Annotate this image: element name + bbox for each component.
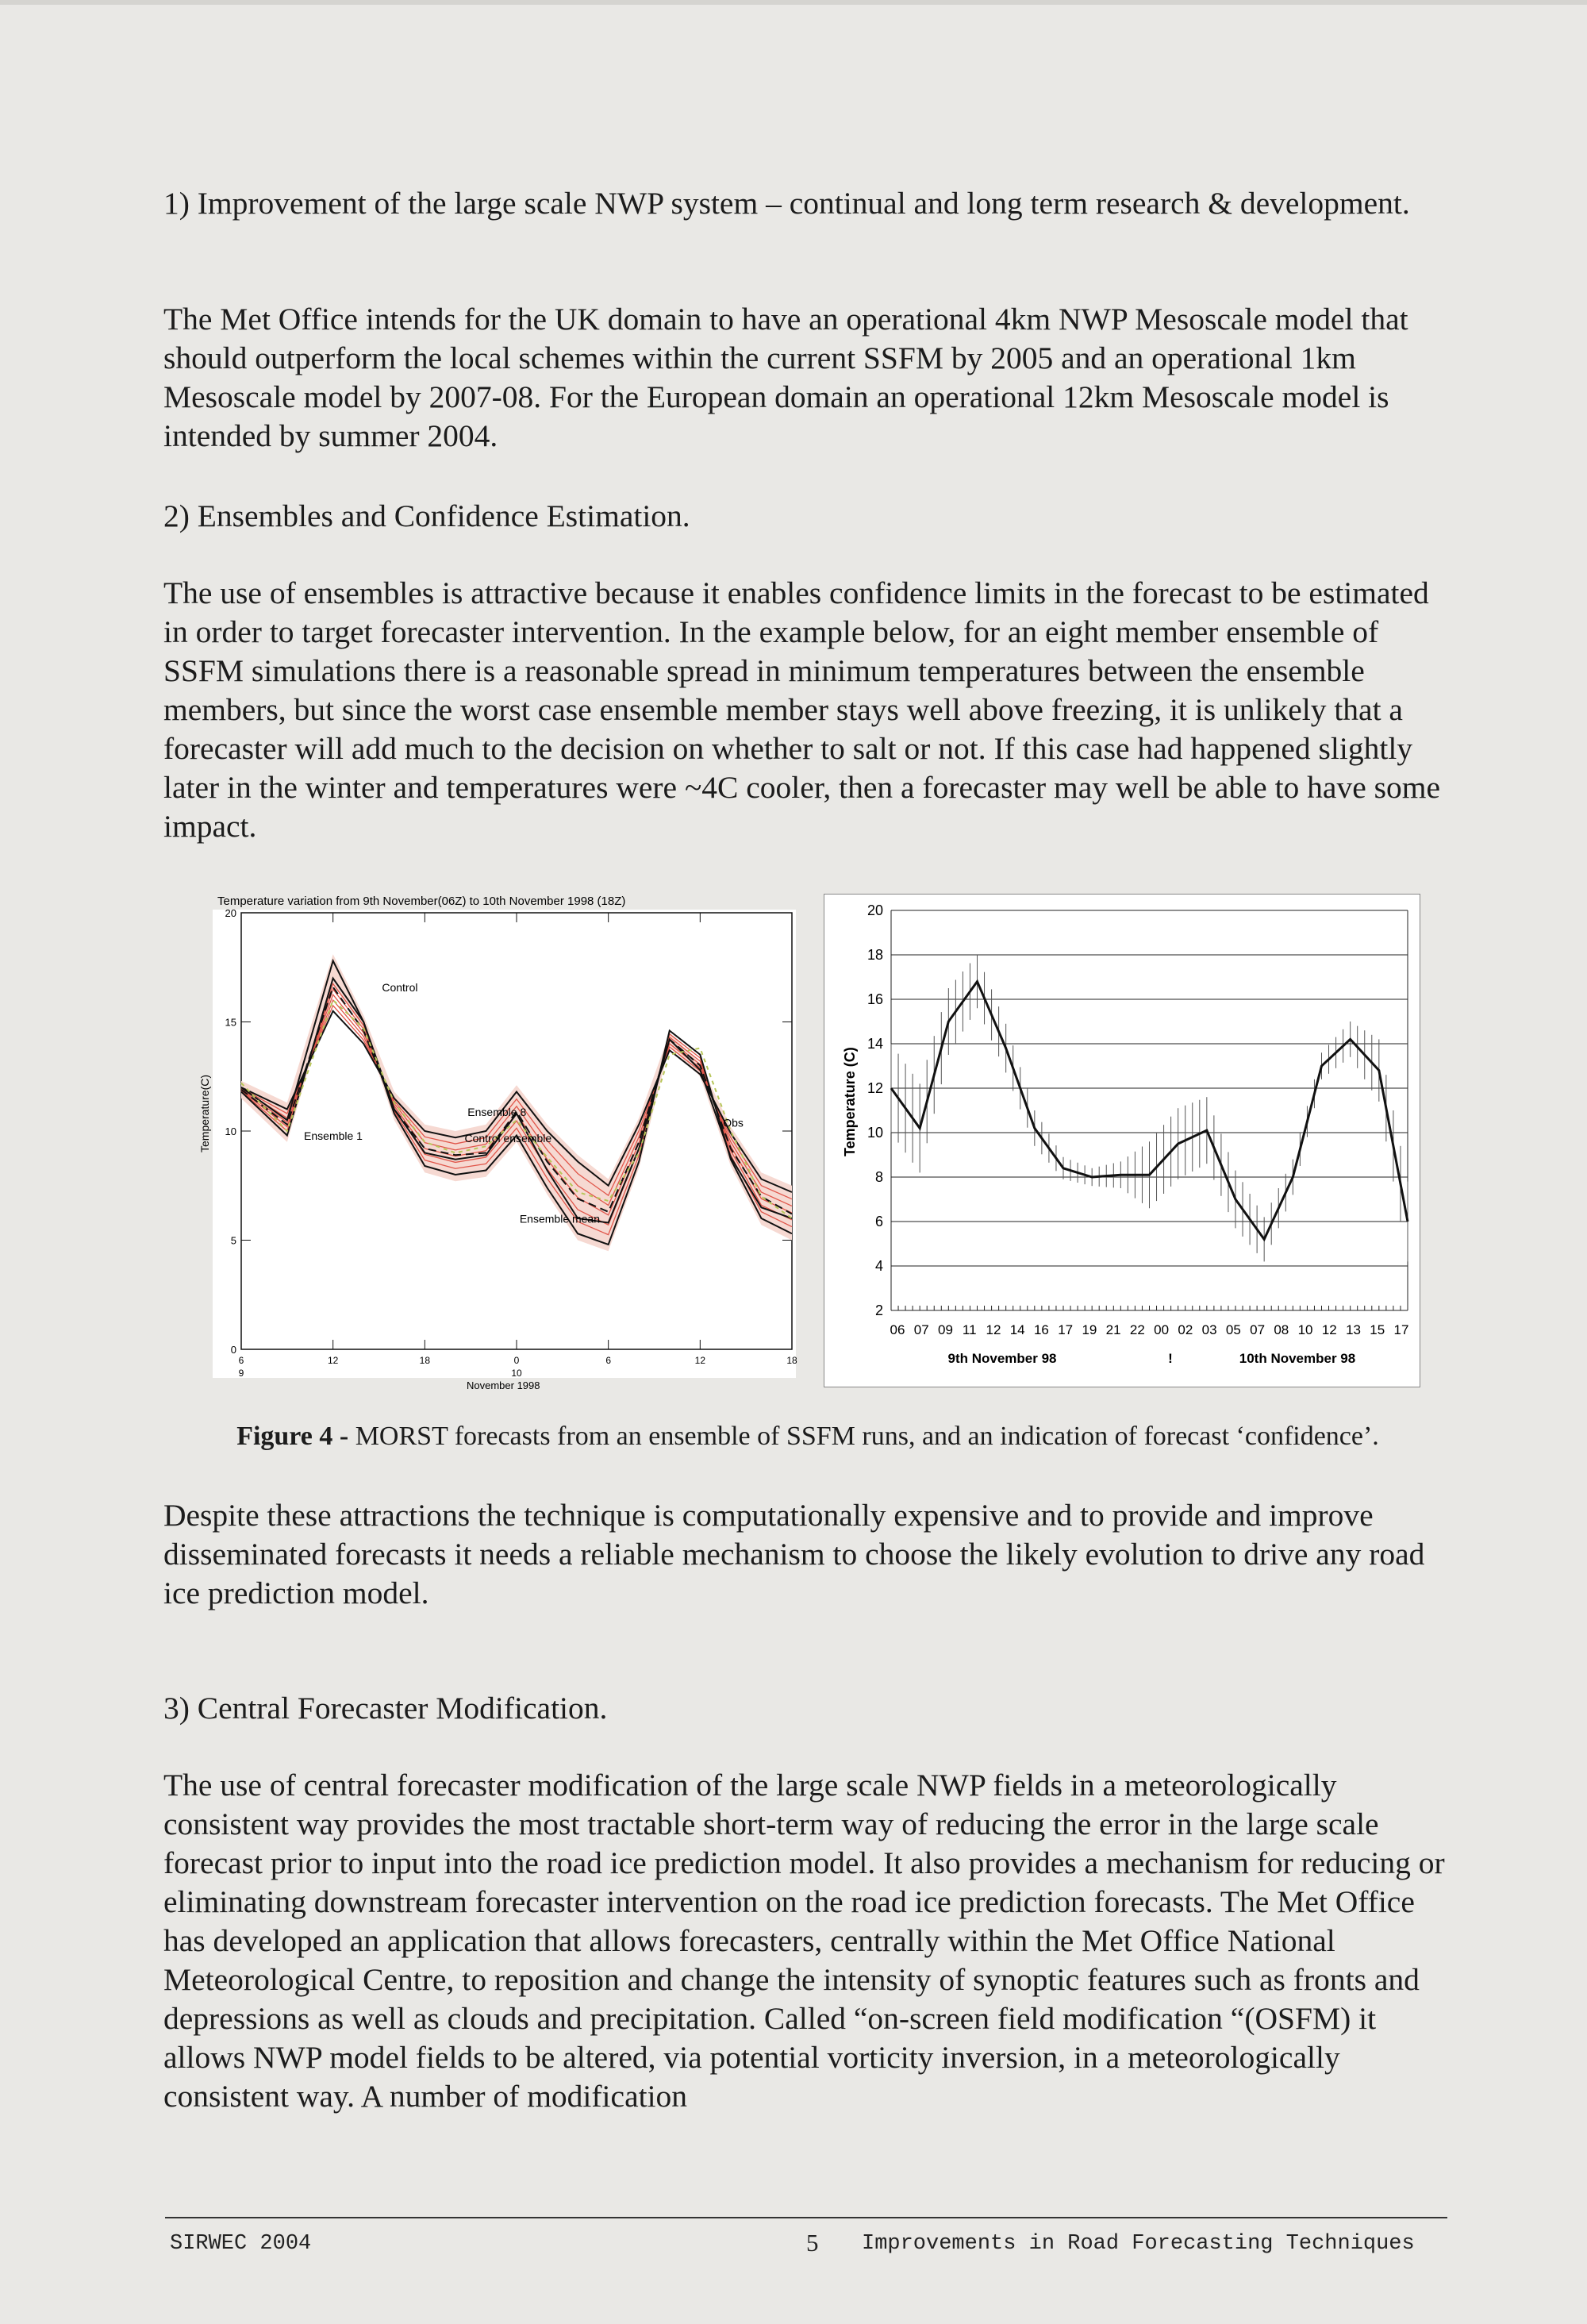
footer-page-number: 5 xyxy=(806,2229,819,2257)
left-chart-title: Temperature variation from 9th November(06Z) to 10th November 1998 (18Z) xyxy=(217,895,626,908)
item-1-heading: 1) Improvement of the large scale NWP system – continual and long term research & development. xyxy=(163,186,1410,221)
right-x-tick-label: 10 xyxy=(1297,1322,1313,1337)
right-x-tick-label: 05 xyxy=(1225,1322,1241,1337)
right-x-tick-label: 11 xyxy=(962,1322,977,1337)
right-x-tick-label: 03 xyxy=(1201,1322,1217,1337)
left-x-sublabel: 10 xyxy=(511,1368,522,1379)
met-office-paragraph: The Met Office intends for the UK domain to have an operational 4km NWP Mesoscale model that should outperform the local schemes within the current SSFM by 2005 and an operational 1km Mesoscale model by 2007-08. For the European domain an operational 12km Mesoscale model is intended by summer 2004. xyxy=(163,302,1408,453)
footer-conference: SIRWEC 2004 xyxy=(170,2232,312,2256)
left-y-tick-label: 0 xyxy=(230,1344,236,1356)
right-group-separator: ! xyxy=(1168,1351,1173,1366)
right-x-tick-label: 17 xyxy=(1058,1322,1074,1337)
right-x-tick-label: 07 xyxy=(913,1322,929,1337)
right-x-tick-label: 13 xyxy=(1346,1322,1361,1337)
footer-running-title: Improvements in Road Forecasting Techniques xyxy=(862,2232,1415,2256)
left-chart-xlabel: November 1998 xyxy=(467,1379,540,1391)
figure-caption xyxy=(165,1421,1451,1452)
right-y-tick-label: 14 xyxy=(867,1036,883,1052)
right-group-label: 9th November 98 xyxy=(947,1351,1057,1366)
left-x-tick-label: 12 xyxy=(327,1355,339,1366)
right-x-tick-label: 16 xyxy=(1033,1322,1049,1337)
right-y-tick-label: 6 xyxy=(874,1214,883,1229)
left-annotation: Ensemble 1 xyxy=(304,1129,363,1142)
left-ensemble-chart xyxy=(198,891,797,1395)
right-x-tick-label: 22 xyxy=(1129,1322,1145,1337)
right-x-tick-label: 19 xyxy=(1082,1322,1097,1337)
right-x-tick-label: 21 xyxy=(1105,1322,1121,1337)
right-x-tick-label: 12 xyxy=(1321,1322,1337,1337)
right-x-tick-label: 07 xyxy=(1250,1322,1266,1337)
left-x-tick-label: 6 xyxy=(238,1355,244,1366)
right-x-tick-label: 15 xyxy=(1370,1322,1385,1337)
computational-cost-paragraph: Despite these attractions the technique is computationally expensive and to provide and improve disseminated forecasts it needs a reliable mechanism to choose the likely evolution to drive any road ice prediction model. xyxy=(163,1498,1425,1610)
left-annotation: Obs xyxy=(723,1116,744,1129)
right-x-tick-label: 08 xyxy=(1274,1322,1289,1337)
left-x-tick-label: 0 xyxy=(513,1355,520,1366)
right-x-tick-label: 06 xyxy=(890,1322,905,1337)
right-y-tick-label: 2 xyxy=(874,1302,883,1318)
right-y-tick-label: 16 xyxy=(867,991,883,1007)
left-x-tick-label: 18 xyxy=(786,1355,797,1366)
left-annotation: Ensemble 8 xyxy=(467,1105,527,1118)
item-2-heading: 2) Ensembles and Confidence Estimation. xyxy=(163,498,690,533)
caption-text: MORST forecasts from an ensemble of SSFM runs, and an indication of forecast ‘confidence’. xyxy=(348,1422,1379,1451)
right-x-tick-label: 17 xyxy=(1393,1322,1409,1337)
right-x-tick-label: 09 xyxy=(938,1322,953,1337)
footer-rule xyxy=(165,2217,1447,2218)
item-3-heading: 3) Central Forecaster Modification. xyxy=(163,1691,608,1726)
right-y-tick-label: 10 xyxy=(867,1125,883,1141)
right-y-tick-label: 18 xyxy=(867,947,883,963)
left-chart-ylabel: Temperature(C) xyxy=(198,1074,211,1152)
left-x-tick-label: 12 xyxy=(694,1355,706,1366)
right-chart-ylabel: Temperature (C) xyxy=(842,1047,858,1156)
right-x-tick-label: 02 xyxy=(1178,1322,1193,1337)
left-x-tick-label: 18 xyxy=(419,1355,431,1366)
left-y-tick-label: 20 xyxy=(225,907,236,919)
left-y-tick-label: 15 xyxy=(225,1016,236,1029)
right-x-tick-label: 00 xyxy=(1154,1322,1170,1337)
right-y-tick-label: 12 xyxy=(867,1080,883,1096)
left-y-tick-label: 10 xyxy=(225,1125,236,1137)
caption-label: Figure 4 - xyxy=(236,1422,349,1451)
ensembles-paragraph: The use of ensembles is attractive because it enables confidence limits in the forecast to be estimated in order to target forecaster intervention. In the example below, for an eight member ensemble of SSFM simulations there is a reasonable spread in minimum temperatures between the ensemble members, but since the worst case ensemble member stays well above freezing, it is unlikely that a forecaster will add much to the decision on whether to salt or not. If this case had happened slightly later in the winter and temperatures were ~4C cooler, then a forecaster may well be able to have some impact. xyxy=(163,575,1440,844)
figure-4 xyxy=(198,891,1435,1395)
left-annotation: Ensemble mean xyxy=(519,1212,601,1225)
left-x-tick-label: 6 xyxy=(605,1355,612,1366)
right-y-tick-label: 8 xyxy=(874,1169,883,1185)
right-x-tick-label: 14 xyxy=(1009,1322,1025,1337)
right-y-tick-label: 4 xyxy=(874,1258,883,1274)
central-modification-paragraph: The use of central forecaster modification of the large scale NWP fields in a meteorologically consistent way provides the most tractable short-term way of reducing the error in the large scale forecast prior to input into the road ice prediction model. It also provides a mechanism for reducing or eliminating downstream forecaster intervention on the road ice prediction forecasts. The Met Office has developed an application that allows forecasters, centrally within the Met Office National Meteorological Centre, to reposition and change the intensity of synoptic features such as fronts and depressions as well as clouds and precipitation. Called “on-screen field modification “(OSFM) it allows NWP model fields to be altered, via potential vorticity inversion, in a meteorologically consistent way. A number of modification xyxy=(163,1768,1445,2114)
left-annotation: Control ensemble xyxy=(464,1131,552,1145)
left-y-tick-label: 5 xyxy=(230,1234,236,1247)
right-confidence-chart xyxy=(824,894,1420,1387)
left-annotation: Control xyxy=(382,981,418,994)
right-y-tick-label: 20 xyxy=(867,902,883,918)
right-group-label: 10th November 98 xyxy=(1239,1351,1356,1366)
page-top-edge xyxy=(0,0,1587,5)
left-x-sublabel: 9 xyxy=(238,1368,244,1379)
right-x-tick-label: 12 xyxy=(986,1322,1001,1337)
